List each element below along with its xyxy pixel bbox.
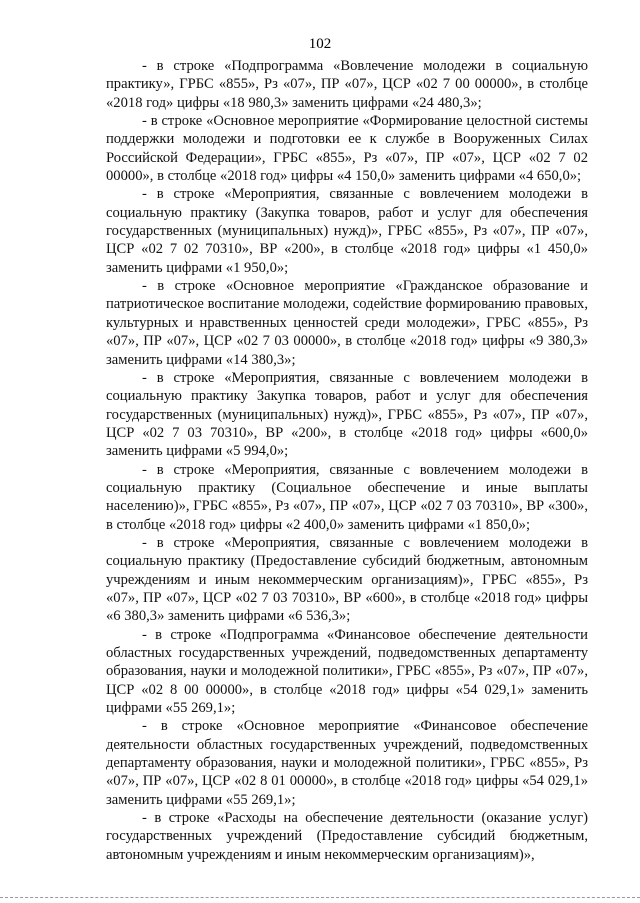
amendment-paragraph: - в строке «Мероприятия, связанные с вовлечением молодежи в социальную практику (Социальное обеспечение и иные выплаты населению)», ГРБС «855», Рз «07», ПР «07», ЦСР «02 7 03 70310», ВР «300», в столбце «2018 год» цифры «2 400,0» заменить цифрами «1 850,0»; <box>106 461 588 533</box>
amendment-paragraph: - в строке «Расходы на обеспечение деятельности (оказание услуг) государственных учреждений (Предоставление субсидий бюджетным, автономным учреждениям и иным некоммерческим организациям)», <box>106 810 588 863</box>
amendment-paragraph: - в строке «Подпрограмма «Финансовое обеспечение деятельности областных государственных учреждений, подведомственных департаменту образования, науки и молодежной политики», ГРБС «855», Рз «07», ПР «07», ЦСР «02 8 00 00000», в столбце «2018 год» цифры «54 029,1» заменить цифрами «55 269,1»; <box>106 626 588 717</box>
amendment-paragraph: - в строке «Подпрограмма «Вовлечение молодежи в социальную практику», ГРБС «855», Рз «07», ПР «07», ЦСР «02 7 00 00000», в столбце «2018 год» цифры «18 980,3» заменить цифрами «24 480,3»; <box>106 58 588 111</box>
page-number: 102 <box>308 36 332 52</box>
page-bottom-divider <box>0 897 640 898</box>
amendment-paragraph: - в строке «Основное мероприятие «Гражданское образование и патриотическое воспитание молодежи, содействие формированию правовых, культурных и нравственных ценностей среди молодежи», ГРБС «855», Рз «07», ПР «07», ЦСР «02 7 03 00000», в столбце «2018 год» цифры «9 380,3» заменить цифрами «14 380,3»; <box>106 278 588 368</box>
amendment-paragraph: - в строке «Мероприятия, связанные с вовлечением молодежи в социальную практику (Закупка товаров, работ и услуг для обеспечения государственных (муниципальных) нужд)», ГРБС «855», Рз «07», ПР «07», ЦСР «02 7 02 70310», ВР «200», в столбце «2018 год» цифры «1 450,0» заменить цифрами «1 950,0»; <box>106 186 588 276</box>
amendment-paragraph: - в строке «Основное мероприятие «Финансовое обеспечение деятельности областных государственных учреждений, подведомственных департаменту образования, науки и молодежной политики», ГРБС «855», Рз «07», ПР «07», ЦСР «02 8 01 00000», в столбце «2018 год» цифры «54 029,1» заменить цифрами «55 269,1»; <box>106 718 588 808</box>
amendment-paragraph: - в строке «Мероприятия, связанные с вовлечением молодежи в социальную практику (Предоставление субсидий бюджетным, автономным учреждениям и иным некоммерческим организациям)», ГРБС «855», Рз «07», ПР «07», ЦСР «02 7 03 70310», ВР «600», в столбце «2018 год» цифры «6 380,3» заменить цифрами «6 536,3»; <box>106 534 588 625</box>
amendment-paragraph: - в строке «Основное мероприятие «Формирование целостной системы поддержки молодежи и подготовки ее к службе в Вооруженных Силах Российской Федерации», ГРБС «855», Рз «07», ПР «07», ЦСР «02 7 02 00000», в столбце «2018 год» цифры «4 150,0» заменить цифрами «4 650,0»; <box>106 113 588 185</box>
amendment-paragraph: - в строке «Мероприятия, связанные с вовлечением молодежи в социальную практику Закупка товаров, работ и услуг для обеспечения государственных (муниципальных) нужд)», ГРБС «855», Рз «07», ПР «07», ЦСР «02 7 03 70310», ВР «200», в столбце «2018 год» цифры «600,0» заменить цифрами «5 994,0»; <box>106 369 588 460</box>
document-body <box>106 57 588 864</box>
